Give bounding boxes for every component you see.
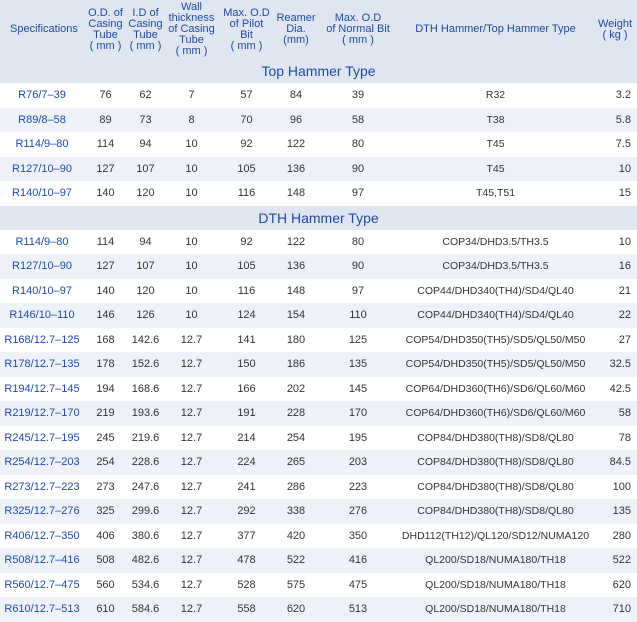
- reamer-cell: 186: [274, 352, 318, 377]
- pilot-bit-cell: 150: [219, 352, 274, 377]
- spec-cell: R114/9–80: [15, 138, 69, 151]
- spec-cell: R219/12.7–170: [0, 401, 84, 426]
- header-line: Tube: [133, 28, 158, 41]
- header-line: of Normal Bit: [326, 23, 390, 35]
- hammer-type-cell: QL200/SD18/NUMA180/TH18: [425, 578, 566, 591]
- header-line: Tube: [179, 34, 204, 46]
- pilot-bit-cell: 141: [237, 333, 256, 346]
- header-line: O.D. of: [88, 6, 123, 19]
- table-row: [0, 254, 637, 279]
- pilot-bit-cell: 92: [240, 138, 253, 151]
- spec-cell: R273/12.7–223: [4, 480, 80, 493]
- normal-bit-cell: 350: [348, 529, 368, 542]
- table-row: [0, 548, 637, 573]
- normal-bit-cell: 125: [348, 333, 368, 346]
- hammer-type-cell: COP44/DHD340(TH4)/SD4/QL40: [417, 284, 574, 297]
- wall-cell: 8: [164, 108, 219, 133]
- id-cell: 534.6: [131, 578, 160, 591]
- pilot-bit-cell: 292: [219, 499, 274, 524]
- normal-bit-cell: 203: [318, 450, 398, 475]
- od-cell: 194: [96, 382, 115, 395]
- spec-cell: R127/10–90: [0, 157, 84, 182]
- spec-cell: R146/10–110: [0, 303, 84, 328]
- od-cell: 508: [84, 548, 127, 573]
- header-line: ( kg ): [602, 28, 628, 41]
- header-line: Dia.: [286, 23, 306, 35]
- od-cell: 140: [96, 187, 115, 200]
- header-line: Tube: [93, 28, 118, 41]
- spec-cell: R168/12.7–125: [4, 333, 80, 346]
- normal-bit-cell: 97: [351, 187, 365, 200]
- normal-bit-cell: 195: [348, 431, 368, 444]
- pilot-bit-cell: 70: [219, 108, 274, 133]
- table-row: [0, 83, 637, 108]
- od-cell: 560: [96, 578, 115, 591]
- normal-bit-cell: 97: [351, 284, 365, 297]
- wall-cell: 12.7: [164, 450, 219, 475]
- hammer-type-cell: COP44/DHD340(TH4)/SD4/QL40: [398, 303, 593, 328]
- id-cell: 380.6: [131, 529, 160, 542]
- id-cell: 193.6: [127, 401, 164, 426]
- header-line: ( mm ): [129, 39, 162, 52]
- header-wall-thickness: [164, 0, 219, 59]
- header-weight: [593, 0, 637, 59]
- id-cell: 584.6: [127, 597, 164, 622]
- id-cell: 120: [136, 187, 155, 200]
- hammer-type-cell: COP54/DHD350(TH5)/SD5/QL50/M50: [398, 352, 593, 377]
- hammer-type-cell: QL200/SD18/NUMA180/TH18: [398, 548, 593, 573]
- od-cell: 89: [84, 108, 127, 133]
- wall-cell: 12.7: [164, 499, 219, 524]
- reamer-cell: 96: [274, 108, 318, 133]
- hammer-type-cell: COP84/DHD380(TH8)/SD8/QL80: [398, 499, 593, 524]
- spec-cell: R325/12.7–276: [0, 499, 84, 524]
- id-cell: 247.6: [131, 480, 160, 493]
- hammer-type-cell: COP84/DHD380(TH8)/SD8/QL80: [398, 450, 593, 475]
- spec-cell: R114/9–80: [15, 235, 69, 248]
- pilot-bit-cell: 105: [219, 254, 274, 279]
- reamer-cell: 148: [286, 284, 306, 297]
- spec-cell: R140/10–97: [12, 187, 72, 200]
- wall-cell: 10: [185, 138, 198, 151]
- od-cell: 114: [96, 138, 115, 151]
- table-row: [0, 475, 637, 500]
- reamer-cell: 136: [274, 157, 318, 182]
- normal-bit-cell: 39: [351, 89, 365, 102]
- header-line: Max. O.D: [223, 6, 270, 19]
- spec-cell: R89/8–58: [0, 108, 84, 133]
- header-line: Reamer: [276, 12, 316, 24]
- wall-cell: 10: [185, 284, 198, 297]
- header-pilot-bit: [219, 0, 274, 59]
- od-cell: 406: [96, 529, 115, 542]
- pilot-bit-cell: 116: [237, 187, 256, 200]
- header-line: of Casing: [168, 23, 215, 35]
- header-line: ( mm ): [342, 34, 374, 46]
- table-row: [0, 352, 637, 377]
- weight-cell: 32.5: [593, 352, 637, 377]
- reamer-cell: 575: [286, 578, 306, 591]
- header-line: ( mm ): [89, 39, 122, 52]
- spec-cell: R194/12.7–145: [4, 382, 80, 395]
- weight-cell: 27: [618, 333, 631, 346]
- spec-cell: R245/12.7–195: [4, 431, 80, 444]
- hammer-type-cell: T38: [398, 108, 593, 133]
- table-row: [0, 279, 637, 304]
- id-cell: 228.6: [127, 450, 164, 475]
- hammer-type-cell: QL200/SD18/NUMA180/TH18: [398, 597, 593, 622]
- header-hammer-type: DTH Hammer/Top Hammer Type: [398, 0, 593, 59]
- weight-cell: 16: [593, 254, 637, 279]
- weight-cell: 42.5: [609, 382, 631, 395]
- wall-cell: 12.7: [180, 480, 203, 493]
- hammer-type-cell: DHD112(TH12)/QL120/SD12/NUMA120: [401, 529, 590, 542]
- od-cell: 254: [84, 450, 127, 475]
- id-cell: 94: [139, 138, 152, 151]
- wall-cell: 10: [185, 187, 198, 200]
- reamer-cell: 338: [274, 499, 318, 524]
- pilot-bit-cell: 224: [219, 450, 274, 475]
- normal-bit-cell: 90: [318, 157, 398, 182]
- hammer-type-cell: COP64/DHD360(TH6)/SD6/QL60/M60: [398, 401, 593, 426]
- id-cell: 152.6: [127, 352, 164, 377]
- reamer-cell: 122: [286, 138, 306, 151]
- id-cell: 107: [127, 157, 164, 182]
- wall-cell: 12.7: [164, 401, 219, 426]
- weight-cell: 7.5: [615, 138, 631, 151]
- pilot-bit-cell: 92: [240, 235, 253, 248]
- header-line: thickness: [168, 12, 215, 24]
- table-row: [0, 108, 637, 133]
- od-cell: 127: [84, 254, 127, 279]
- wall-cell: 12.7: [164, 597, 219, 622]
- table-row: [0, 426, 637, 451]
- id-cell: 482.6: [127, 548, 164, 573]
- wall-cell: 10: [164, 254, 219, 279]
- header-line: Max. O.D: [334, 12, 382, 24]
- wall-cell: 12.7: [180, 529, 203, 542]
- normal-bit-cell: 58: [318, 108, 398, 133]
- weight-cell: 15: [618, 187, 631, 200]
- reamer-cell: 228: [274, 401, 318, 426]
- pilot-bit-cell: 57: [240, 89, 253, 102]
- id-cell: 94: [139, 235, 152, 248]
- header-od-casing: [84, 0, 127, 59]
- od-cell: 610: [84, 597, 127, 622]
- normal-bit-cell: 170: [318, 401, 398, 426]
- reamer-cell: 420: [286, 529, 306, 542]
- weight-cell: 10: [593, 157, 637, 182]
- reamer-cell: 286: [286, 480, 306, 493]
- header-reamer: [274, 0, 318, 59]
- wall-cell: 12.7: [164, 548, 219, 573]
- table-row: [0, 377, 637, 402]
- reamer-cell: 148: [286, 187, 306, 200]
- spec-cell: R178/12.7–135: [0, 352, 84, 377]
- hammer-type-cell: COP64/DHD360(TH6)/SD6/QL60/M60: [405, 382, 586, 395]
- reamer-cell: 180: [286, 333, 306, 346]
- od-cell: 325: [84, 499, 127, 524]
- pilot-bit-cell: 116: [237, 284, 256, 297]
- spec-cell: R140/10–97: [12, 284, 72, 297]
- header-line: I.D of: [132, 6, 159, 19]
- header-line: Casing: [128, 17, 163, 30]
- table-row: [0, 450, 637, 475]
- od-cell: 245: [96, 431, 115, 444]
- table-row: [0, 230, 637, 255]
- reamer-cell: 620: [274, 597, 318, 622]
- id-cell: 120: [136, 284, 155, 297]
- pilot-bit-cell: 105: [219, 157, 274, 182]
- section-header-row: [0, 206, 637, 230]
- id-cell: 126: [127, 303, 164, 328]
- od-cell: 178: [84, 352, 127, 377]
- pilot-bit-cell: 377: [237, 529, 256, 542]
- weight-cell: 3.2: [615, 89, 631, 102]
- pilot-bit-cell: 191: [219, 401, 274, 426]
- header-row: [0, 0, 637, 59]
- hammer-type-cell: R32: [485, 89, 506, 102]
- wall-cell: 7: [188, 89, 195, 102]
- table-row: [0, 597, 637, 622]
- header-line: Casing: [88, 17, 123, 30]
- section-title: DTH Hammer Type: [0, 206, 637, 230]
- reamer-cell: 254: [286, 431, 306, 444]
- id-cell: 142.6: [131, 333, 160, 346]
- table-row: [0, 573, 637, 598]
- normal-bit-cell: 110: [318, 303, 398, 328]
- wall-cell: 10: [164, 303, 219, 328]
- od-cell: 146: [84, 303, 127, 328]
- weight-cell: 58: [593, 401, 637, 426]
- id-cell: 168.6: [131, 382, 160, 395]
- pilot-bit-cell: 241: [237, 480, 256, 493]
- id-cell: 73: [127, 108, 164, 133]
- table-row: [0, 401, 637, 426]
- normal-bit-cell: 135: [318, 352, 398, 377]
- wall-cell: 12.7: [164, 352, 219, 377]
- header-line: ( mm ): [175, 45, 208, 57]
- od-cell: 168: [96, 333, 115, 346]
- reamer-cell: 522: [274, 548, 318, 573]
- reamer-cell: 122: [286, 235, 306, 248]
- od-cell: 273: [96, 480, 115, 493]
- wall-cell: 12.7: [180, 431, 203, 444]
- normal-bit-cell: 416: [318, 548, 398, 573]
- normal-bit-cell: 513: [318, 597, 398, 622]
- pilot-bit-cell: 124: [219, 303, 274, 328]
- pilot-bit-cell: 166: [237, 382, 256, 395]
- hammer-type-cell: COP54/DHD350(TH5)/SD5/QL50/M50: [405, 333, 586, 346]
- spec-cell: R127/10–90: [0, 254, 84, 279]
- table-row: [0, 132, 637, 157]
- wall-cell: 12.7: [180, 578, 203, 591]
- reamer-cell: 265: [274, 450, 318, 475]
- normal-bit-cell: 90: [318, 254, 398, 279]
- table-body: [0, 59, 637, 622]
- weight-cell: 84.5: [593, 450, 637, 475]
- od-cell: 76: [99, 89, 112, 102]
- header-specifications: Specifications: [0, 0, 84, 59]
- pilot-bit-cell: 214: [237, 431, 256, 444]
- table-row: [0, 303, 637, 328]
- hammer-type-cell: T45,T51: [475, 187, 516, 200]
- header-line: (mm): [283, 34, 309, 46]
- header-line: of Pilot: [229, 17, 264, 30]
- header-line: ( mm ): [230, 39, 263, 52]
- id-cell: 107: [127, 254, 164, 279]
- weight-cell: 21: [618, 284, 631, 297]
- wall-cell: 10: [185, 235, 198, 248]
- normal-bit-cell: 80: [351, 235, 365, 248]
- reamer-cell: 202: [286, 382, 306, 395]
- header-line: Weight: [597, 17, 633, 30]
- pilot-bit-cell: 528: [237, 578, 256, 591]
- normal-bit-cell: 276: [318, 499, 398, 524]
- normal-bit-cell: 223: [348, 480, 368, 493]
- normal-bit-cell: 80: [351, 138, 365, 151]
- header-line: Bit: [240, 28, 253, 41]
- table-row: [0, 524, 637, 549]
- normal-bit-cell: 145: [348, 382, 368, 395]
- wall-cell: 12.7: [180, 382, 203, 395]
- hammer-type-cell: COP34/DHD3.5/TH3.5: [398, 254, 593, 279]
- hammer-type-cell: T45: [486, 138, 505, 151]
- weight-cell: 78: [618, 431, 631, 444]
- header-id-casing: [127, 0, 164, 59]
- hammer-type-cell: COP84/DHD380(TH8)/SD8/QL80: [417, 480, 574, 493]
- hammer-type-cell: T45: [398, 157, 593, 182]
- spec-cell: R76/7–39: [18, 89, 66, 102]
- weight-cell: 620: [612, 578, 631, 591]
- table-row: [0, 328, 637, 353]
- header-line: Wall: [181, 1, 202, 13]
- od-cell: 219: [84, 401, 127, 426]
- spec-cell: R406/12.7–350: [4, 529, 80, 542]
- id-cell: 62: [139, 89, 152, 102]
- reamer-cell: 136: [274, 254, 318, 279]
- od-cell: 127: [84, 157, 127, 182]
- weight-cell: 100: [612, 480, 631, 493]
- spec-cell: R254/12.7–203: [0, 450, 84, 475]
- weight-cell: 135: [593, 499, 637, 524]
- wall-cell: 12.7: [180, 333, 203, 346]
- weight-cell: 710: [593, 597, 637, 622]
- wall-cell: 10: [164, 157, 219, 182]
- weight-cell: 280: [612, 529, 631, 542]
- pilot-bit-cell: 478: [219, 548, 274, 573]
- id-cell: 299.6: [127, 499, 164, 524]
- pilot-bit-cell: 558: [219, 597, 274, 622]
- spec-cell: R560/12.7–475: [4, 578, 80, 591]
- section-header-row: [0, 59, 637, 83]
- hammer-type-cell: COP84/DHD380(TH8)/SD8/QL80: [417, 431, 574, 444]
- hammer-type-cell: COP34/DHD3.5/TH3.5: [442, 235, 549, 248]
- header-normal-bit: [318, 0, 398, 59]
- normal-bit-cell: 475: [348, 578, 368, 591]
- od-cell: 140: [96, 284, 115, 297]
- id-cell: 219.6: [131, 431, 160, 444]
- reamer-cell: 154: [274, 303, 318, 328]
- weight-cell: 522: [593, 548, 637, 573]
- weight-cell: 10: [618, 235, 631, 248]
- weight-cell: 22: [593, 303, 637, 328]
- weight-cell: 5.8: [593, 108, 637, 133]
- reamer-cell: 84: [289, 89, 303, 102]
- table-row: [0, 499, 637, 524]
- spec-cell: R508/12.7–416: [0, 548, 84, 573]
- table-row: [0, 157, 637, 182]
- section-title: Top Hammer Type: [0, 59, 637, 83]
- spec-cell: R610/12.7–513: [0, 597, 84, 622]
- table-row: [0, 181, 637, 206]
- od-cell: 114: [96, 235, 115, 248]
